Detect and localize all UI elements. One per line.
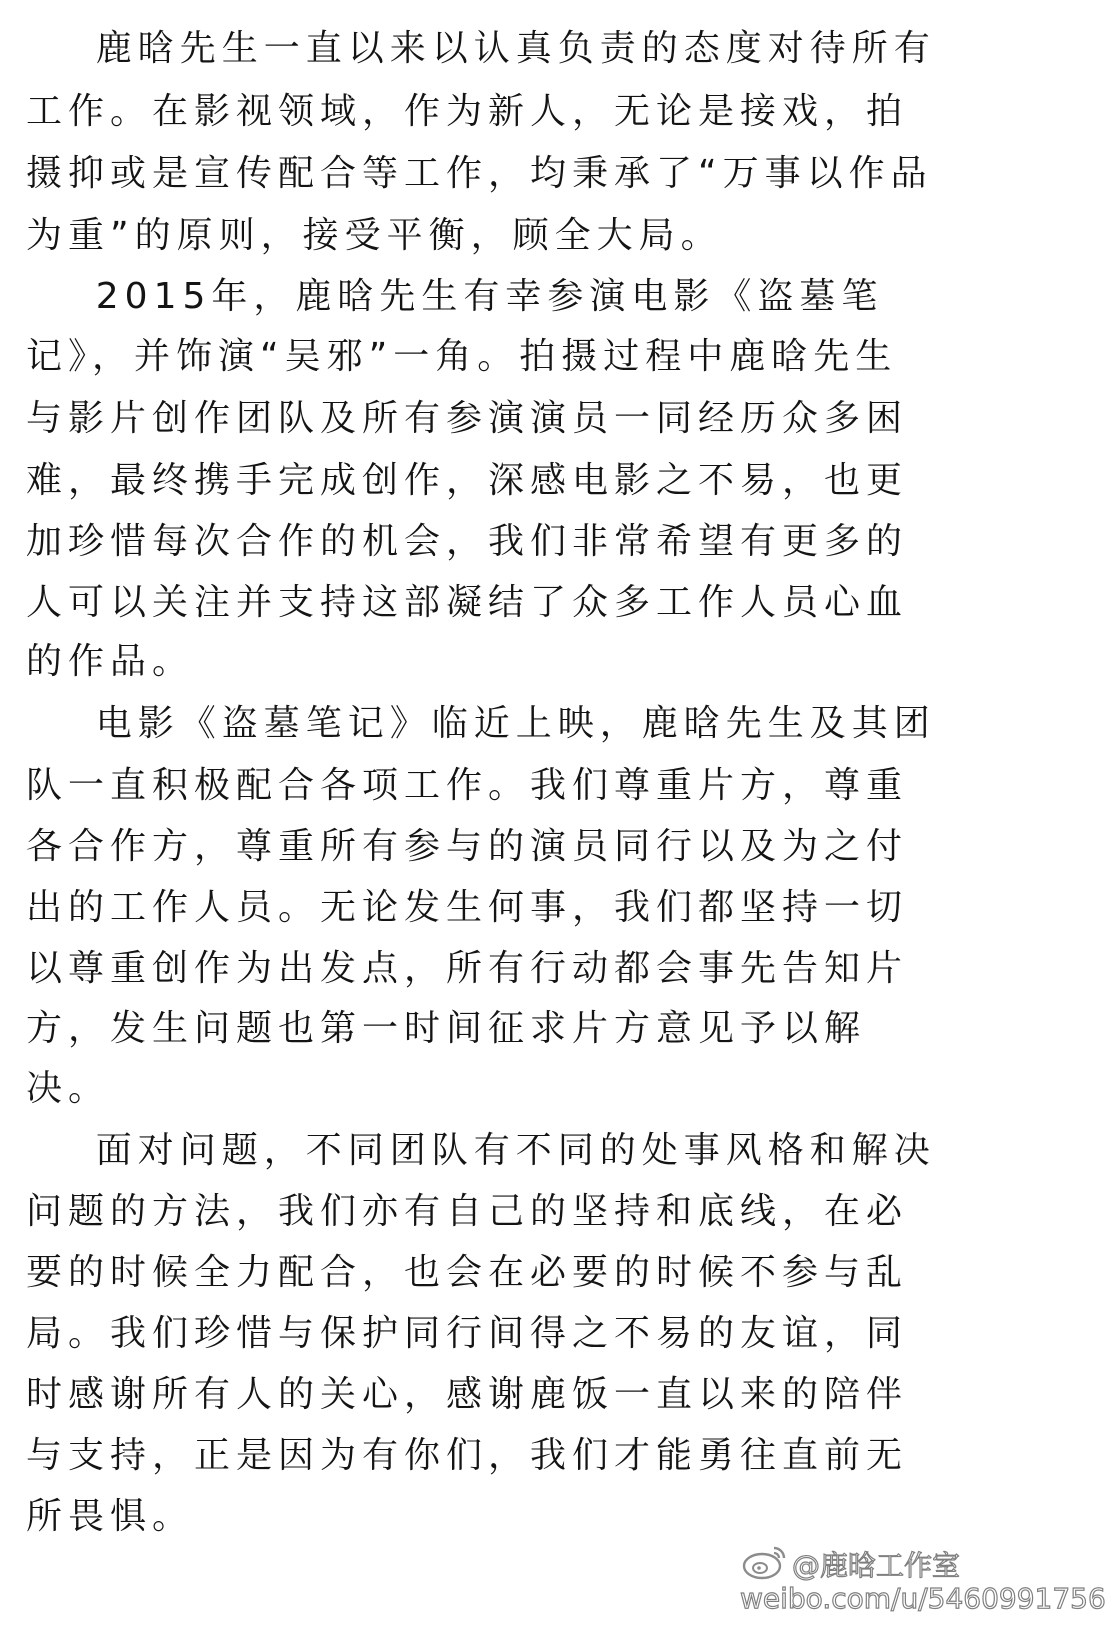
text-line: 所畏惧。 xyxy=(26,1496,195,1537)
text-line: 鹿晗先生一直以来以认真负责的态度对待所有 xyxy=(26,28,936,69)
text-line: 记》，并饰演“吴邪”一角。拍摄过程中鹿晗先生 xyxy=(26,336,898,377)
text-line: 决。 xyxy=(26,1068,111,1109)
text-line: 电影《盗墓笔记》临近上映，鹿晗先生及其团 xyxy=(26,703,936,744)
text-line: 局。我们珍惜与保护同行间得之不易的友谊，同 xyxy=(26,1313,909,1354)
text-line: 队一直积极配合各项工作。我们尊重片方，尊重 xyxy=(26,765,909,806)
text-line: 出的工作人员。无论发生何事，我们都坚持一切 xyxy=(26,887,909,928)
text-line: 时感谢所有人的关心，感谢鹿饭一直以来的陪伴 xyxy=(26,1374,909,1415)
text-line: 面对问题，不同团队有不同的处事风格和解决 xyxy=(26,1130,936,1171)
text-line: 各合作方，尊重所有参与的演员同行以及为之付 xyxy=(26,826,909,867)
text-line: 要的时候全力配合，也会在必要的时候不参与乱 xyxy=(26,1252,909,1293)
text-line: 方，发生问题也第一时间征求片方意见予以解 xyxy=(26,1008,867,1049)
watermark-url: weibo.com/u/5460991756 xyxy=(740,1582,1106,1615)
text-line: 为重”的原则，接受平衡，顾全大局。 xyxy=(26,215,723,256)
text-line: 2015年，鹿晗先生有幸参演电影《盗墓笔 xyxy=(26,276,884,317)
text-line: 加珍惜每次合作的机会，我们非常希望有更多的 xyxy=(26,521,909,562)
text-line: 问题的方法，我们亦有自己的坚持和底线，在必 xyxy=(26,1191,909,1232)
weibo-watermark xyxy=(740,1540,1106,1624)
weibo-logo-icon xyxy=(740,1542,790,1582)
text-line: 人可以关注并支持这部凝结了众多工作人员心血 xyxy=(26,582,909,623)
watermark-handle: @鹿晗工作室 xyxy=(792,1549,961,1582)
text-line: 与支持，正是因为有你们，我们才能勇往直前无 xyxy=(26,1435,909,1476)
text-line: 摄抑或是宣传配合等工作，均秉承了“万事以作品 xyxy=(26,153,933,194)
text-line: 与影片创作团队及所有参演演员一同经历众多困 xyxy=(26,398,909,439)
text-line: 工作。在影视领域，作为新人，无论是接戏，拍 xyxy=(26,91,909,132)
text-line: 难，最终携手完成创作，深感电影之不易，也更 xyxy=(26,460,909,501)
text-line: 的作品。 xyxy=(26,641,195,682)
text-line: 以尊重创作为出发点，所有行动都会事先告知片 xyxy=(26,948,909,989)
